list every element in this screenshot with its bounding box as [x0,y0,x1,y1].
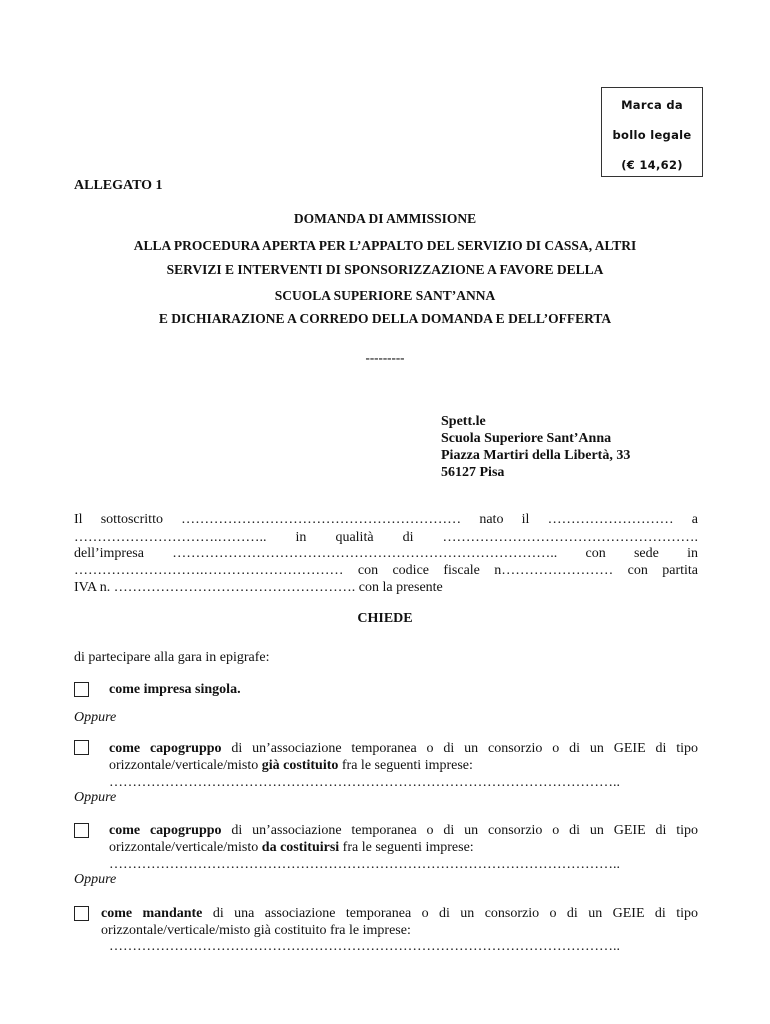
lead-to-constitute-option [109,822,698,873]
intro-text: nato il [479,512,530,527]
intro-line-1 [74,512,698,528]
option-bold-text: come mandante [101,906,203,921]
option-line: orizzontale/verticale/misto già costituito fra le imprese: [101,923,411,938]
intro-line-3 [74,546,698,562]
intro-line-4 [74,563,698,579]
intro-line-2 [74,530,698,546]
participation-text: di partecipare alla gara in epigrafe: [74,650,270,665]
title-line-4: SCUOLA SUPERIORE SANT’ANNA [274,288,496,303]
option-text: orizzontale/verticale/misto [109,840,259,855]
chiede-heading: CHIEDE [357,611,413,626]
intro-text: dell’impresa [74,546,144,561]
revenue-stamp-box [601,87,703,177]
vat-number-line[interactable]: IVA n. ……………………………………………. con la presente [74,580,443,595]
companies-field[interactable]: ……………………………………………………………………………………………….. [109,939,620,954]
company-field[interactable]: ……………………………………………………………………….. [172,546,558,561]
allegato-label: ALLEGATO 1 [74,178,163,193]
option-bold-text: come capogruppo [109,741,222,756]
companies-field[interactable]: ……………………………………………………………………………………………….. [109,775,620,790]
stamp-line-3: (€ 14,62) [621,158,683,172]
option-text: di un’associazione temporanea o di un consorzio o di un GEIE di tipo [231,823,698,838]
document-title: DOMANDA DI AMMISSIONE [293,211,477,226]
birthplace-field[interactable]: ………………………….……….. [74,530,267,545]
title-line-5: E DICHIARAZIONE A CORREDO DELLA DOMANDA E DELL’OFFERTA [158,311,612,326]
option-text: fra le seguenti imprese: [341,758,473,773]
single-company-label: come impresa singola. [109,682,241,697]
headquarters-field[interactable]: ……………………….………………………… [74,563,344,578]
intro-text: con sede in [585,546,699,561]
title-line-3: SERVIZI E INTERVENTI DI SPONSORIZZAZIONE A FAVORE DELLA [166,262,604,277]
stamp-line-2: bollo legale [612,128,692,142]
intro-text: a [691,512,699,527]
intro-text: Il sottoscritto [74,512,163,527]
birthdate-field[interactable]: ……………………… [547,512,674,527]
name-field[interactable]: …………………………………………………… [181,512,462,527]
lead-constituted-option [109,740,698,791]
option-bold-text: già costituito [261,758,339,773]
oppure-label-2: Oppure [74,790,117,805]
oppure-label-3: Oppure [74,872,117,887]
option-text: di un’associazione temporanea o di un consorzio o di un GEIE di tipo [231,741,698,756]
option-text: fra le seguenti imprese: [342,840,474,855]
option-bold-text: da costituirsi [261,840,340,855]
option-line [109,822,698,839]
option-line [109,757,698,774]
recipient-address [441,413,630,481]
option-bold-text: come capogruppo [109,823,222,838]
address-line-3: Piazza Martiri della Libertà, 33 [441,448,631,463]
option-text: di una associazione temporanea o di un consorzio o di un GEIE di tipo [212,906,698,921]
separator: --------- [365,350,405,365]
lead-to-constitute-checkbox[interactable] [74,823,89,838]
option-line [109,839,698,856]
option-text: orizzontale/verticale/misto [109,758,259,773]
companies-field[interactable]: ……………………………………………………………………………………………….. [109,857,620,872]
option-line [109,740,698,757]
role-field[interactable]: ………………………………………………. [442,530,698,545]
address-line-1: Spett.le [441,414,486,429]
oppure-label-1: Oppure [74,710,117,725]
single-company-checkbox[interactable] [74,682,89,697]
mandatary-checkbox[interactable] [74,906,89,921]
title-line-2: ALLA PROCEDURA APERTA PER L’APPALTO DEL SERVIZIO DI CASSA, ALTRI [133,238,637,253]
intro-text: in qualità di [295,530,414,545]
mandatary-option [101,905,698,939]
tax-code-field[interactable]: con codice fiscale n…………………… [357,563,614,578]
address-line-4: 56127 Pisa [441,465,505,480]
address-line-2: Scuola Superiore Sant’Anna [441,431,612,446]
option-line [101,905,698,922]
intro-text: con partita [627,563,699,578]
stamp-line-1: Marca da [621,98,683,112]
lead-constituted-checkbox[interactable] [74,740,89,755]
